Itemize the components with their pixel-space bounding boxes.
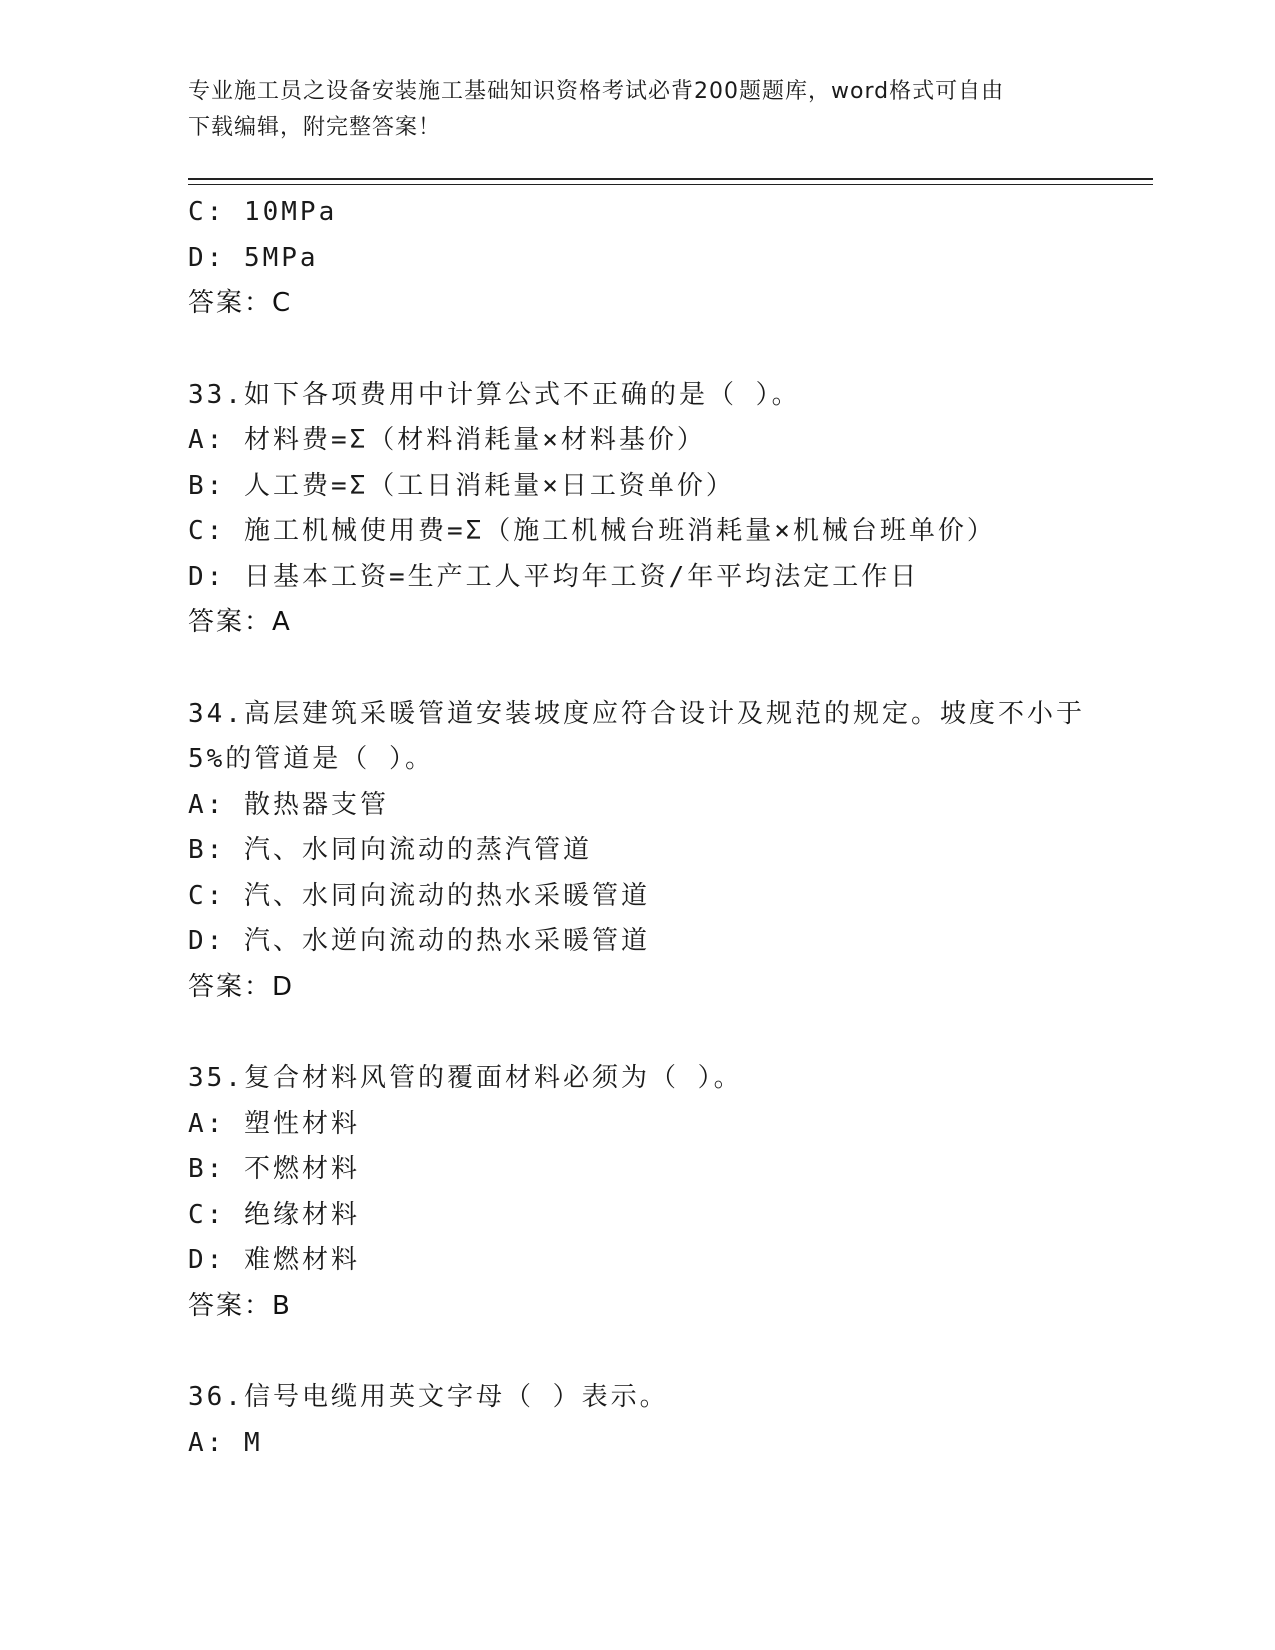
option-a: A: 散热器支管: [188, 789, 389, 820]
question-stem-line-1: 34.高层建筑采暖管道安装坡度应符合设计及规范的规定。坡度不小于: [188, 698, 1085, 729]
option-a: A: 塑性材料: [188, 1108, 360, 1139]
option-d: D: 5MPa: [188, 242, 319, 273]
answer-line: 答案：D: [188, 971, 295, 1002]
spacer: [188, 646, 1148, 692]
question-33: [188, 373, 1148, 646]
answer-line: 答案：A: [188, 607, 292, 637]
option-c: C: 施工机械使用费=Σ（施工机械台班消耗量×机械台班单价）: [188, 516, 996, 546]
question-stem-line-2: 5%的管道是（ ）。: [188, 744, 434, 774]
question-34: [188, 692, 1148, 1011]
question-32-continued: [188, 190, 1148, 327]
question-stem: 35.复合材料风管的覆面材料必须为（ ）。: [188, 1063, 743, 1093]
option-d: D: 日基本工资=生产工人平均年工资/年平均法定工作日: [188, 561, 920, 592]
option-d: D: 汽、水逆向流动的热水采暖管道: [188, 926, 650, 956]
option-a: A: M: [188, 1427, 263, 1458]
answer-line: 答案：B: [188, 1290, 292, 1321]
spacer: [188, 1010, 1148, 1056]
header-title-line-2: 下载编辑，附完整答案！: [188, 115, 442, 140]
question-36: [188, 1375, 1148, 1466]
header-title-line-1: 专业施工员之设备安装施工基础知识资格考试必背200题题库，word格式可自由: [188, 79, 1005, 104]
option-c: C: 汽、水同向流动的热水采暖管道: [188, 880, 650, 911]
option-b: B: 不燃材料: [188, 1154, 360, 1184]
option-b: B: 人工费=Σ（工日消耗量×日工资单价）: [188, 470, 735, 501]
question-35: [188, 1056, 1148, 1329]
option-c: C: 10MPa: [188, 197, 338, 227]
answer-line: 答案：C: [188, 288, 293, 318]
document-header: [188, 74, 1068, 146]
spacer: [188, 327, 1148, 373]
option-d: D: 难燃材料: [188, 1245, 360, 1275]
question-stem: 36.信号电缆用英文字母（ ）表示。: [188, 1382, 669, 1412]
header-divider-thick: [188, 178, 1153, 180]
spacer: [188, 1329, 1148, 1375]
question-stem: 33.如下各项费用中计算公式不正确的是（ ）。: [188, 379, 801, 410]
option-a: A: 材料费=Σ（材料消耗量×材料基价）: [188, 425, 706, 455]
option-c: C: 绝缘材料: [188, 1199, 360, 1230]
option-b: B: 汽、水同向流动的蒸汽管道: [188, 835, 592, 865]
header-divider-thin: [188, 184, 1153, 185]
question-content: [188, 190, 1148, 1466]
